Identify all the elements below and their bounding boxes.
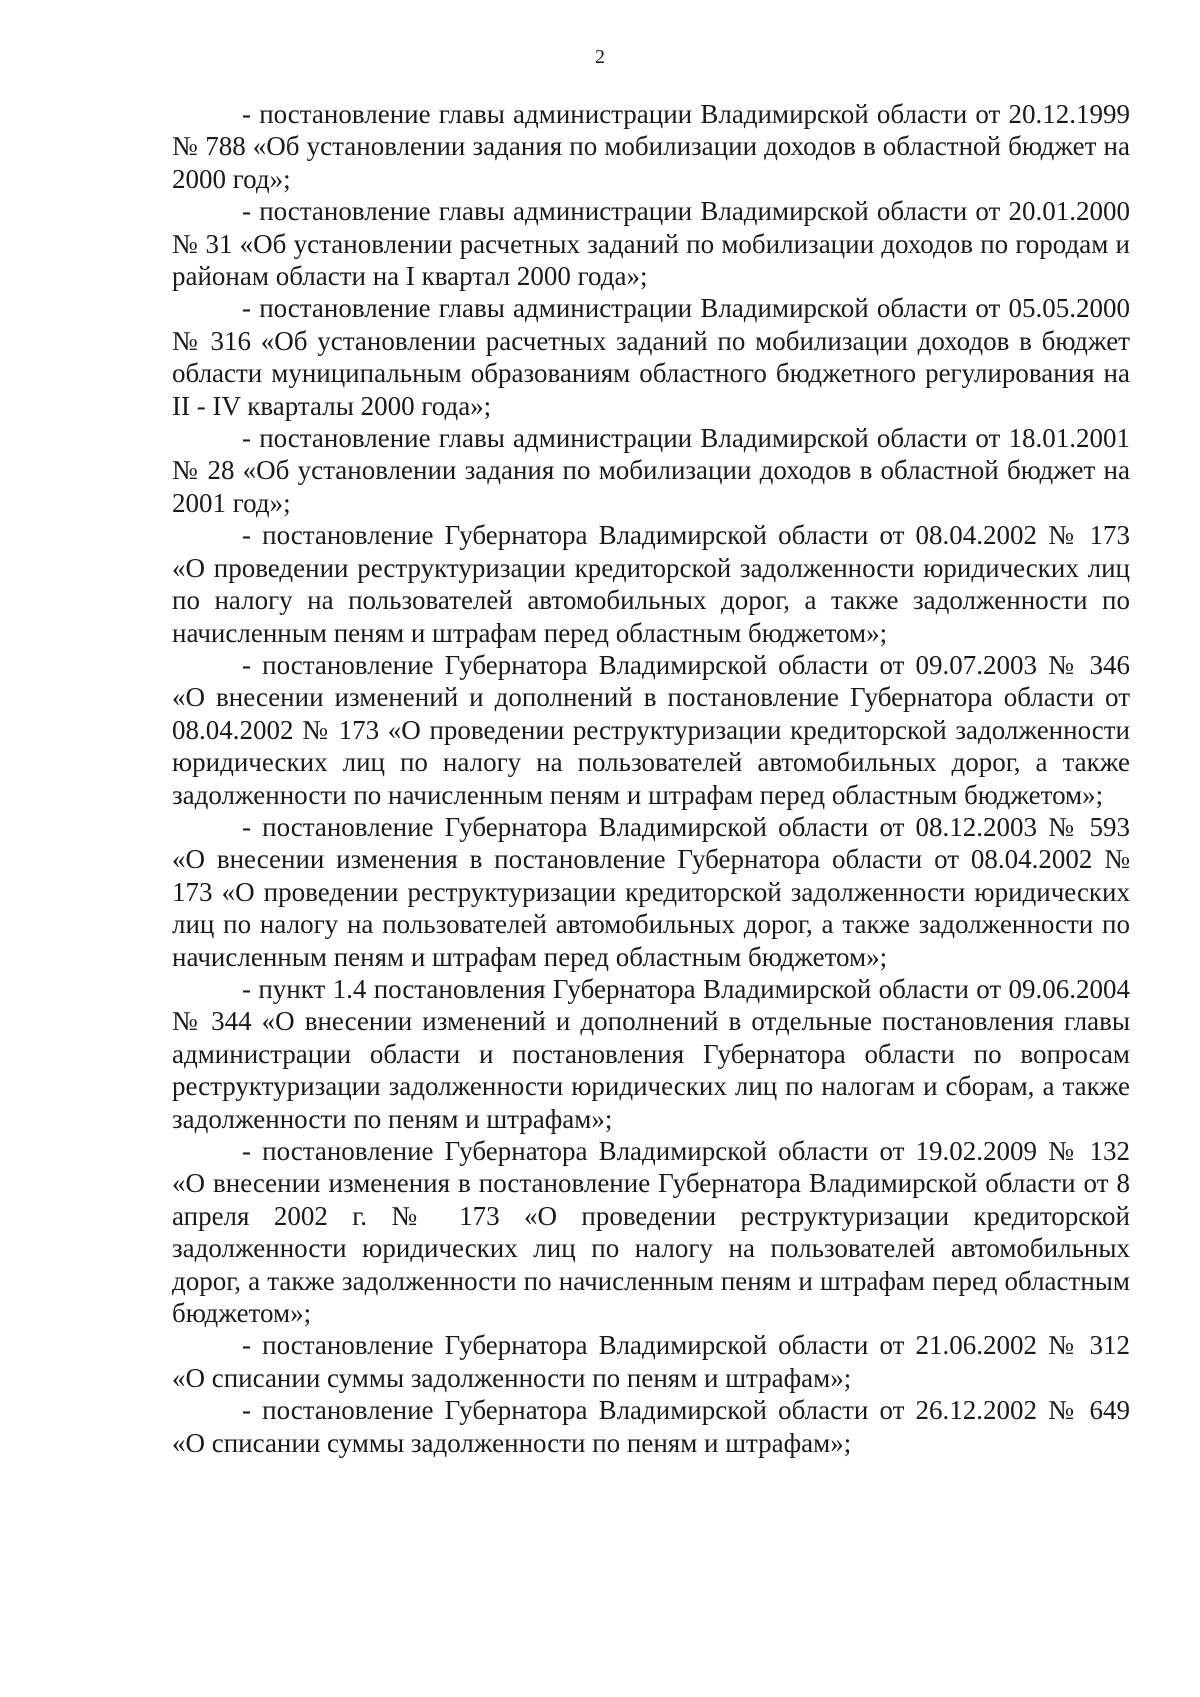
list-item-11: - постановление Губернатора Владимирской области от 26.12.2002 № 649 «О списании суммы задолженности по пеням и штрафам»; [172,1395,1130,1458]
list-item-8: - пункт 1.4 постановления Губернатора Владимирской области от 09.06.2004 № 344 «О внесении изменений и дополнений в отдельные постановления главы администрации области и постановления Губернатора области по вопросам реструктуризации задолженности юридических лиц по налогам и сборам, а также задолженности по пеням и штрафам»; [172,973,1130,1134]
document-body [172,98,1130,1459]
list-item-2: - постановление главы администрации Владимирской области от 20.01.2000 № 31 «Об установлении расчетных заданий по мобилизации доходов по городам и районам области на I квартал 2000 года»; [172,196,1130,292]
list-item-3: - постановление главы администрации Владимирской области от 05.05.2000 № 316 «Об установлении расчетных заданий по мобилизации доходов в бюджет области муниципальным образованиям областного бюджетного регулирования на II - IV кварталы 2000 года»; [172,293,1130,421]
list-item-9: - постановление Губернатора Владимирской области от 19.02.2009 № 132 «О внесении изменения в постановление Губернатора Владимирской области от 8 апреля 2002 г. № 173 «О проведении реструктуризации кредиторской задолженности юридических лиц по налогу на пользователей автомобильных дорог, а также задолженности по начисленным пеням и штрафам перед областным бюджетом»; [172,1136,1130,1329]
page-number: 2 [595,46,605,68]
list-item-1: - постановление главы администрации Владимирской области от 20.12.1999 № 788 «Об установлении задания по мобилизации доходов в областной бюджет на 2000 год»; [172,99,1130,194]
list-item-6: - постановление Губернатора Владимирской области от 09.07.2003 № 346 «О внесении изменений и дополнений в постановление Губернатора области от 08.04.2002 № 173 «О проведении реструктуризации кредиторской задолженности юридических лиц по налогу на пользователей автомобильных дорог, а также задолженности по начисленным пеням и штрафам перед областным бюджетом»; [172,649,1130,810]
list-item-7: - постановление Губернатора Владимирской области от 08.12.2003 № 593 «О внесении изменения в постановление Губернатора области от 08.04.2002 № 173 «О проведении реструктуризации кредиторской задолженности юридических лиц по налогу на пользователей автомобильных дорог, а также задолженности по начисленным пеням и штрафам перед областным бюджетом»; [172,811,1130,972]
list-item-5: - постановление Губернатора Владимирской области от 08.04.2002 № 173 «О проведении реструктуризации кредиторской задолженности юридических лиц по налогу на пользователей автомобильных дорог, а также задолженности по начисленным пеням и штрафам перед областным бюджетом»; [172,520,1130,648]
list-item-10: - постановление Губернатора Владимирской области от 21.06.2002 № 312 «О списании суммы задолженности по пеням и штрафам»; [172,1330,1130,1393]
list-item-4: - постановление главы администрации Владимирской области от 18.01.2001 № 28 «Об установлении задания по мобилизации доходов в областной бюджет на 2001 год»; [172,423,1130,518]
